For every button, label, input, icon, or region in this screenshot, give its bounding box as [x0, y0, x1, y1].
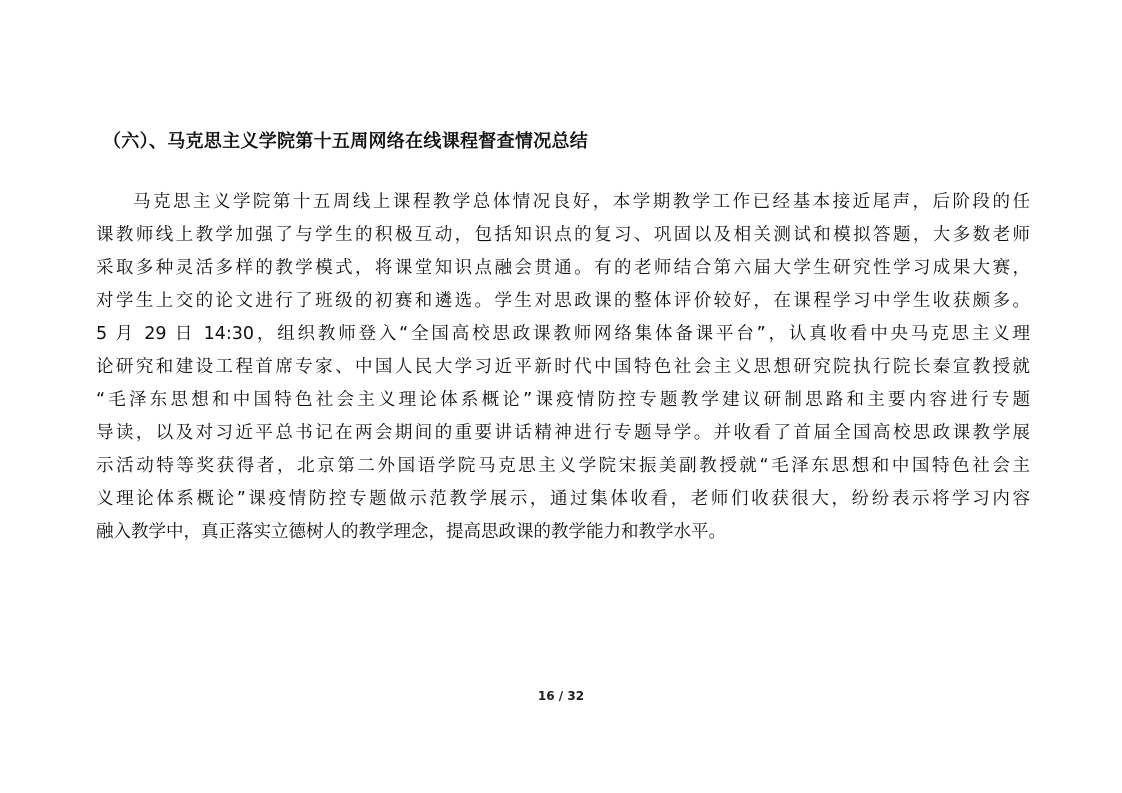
section-heading: （六）、马克思主义学院第十五周网络在线课程督查情况总结 — [103, 131, 589, 152]
paragraph-line: 示活动特等奖获得者，北京第二外国语学院马克思主义学院宋振美副教授就“毛泽东思想和中国特色社会主 — [96, 456, 1030, 476]
body-paragraph — [96, 186, 1030, 549]
paragraph-line: 马克思主义学院第十五周线上课程教学总体情况良好，本学期教学工作已经基本接近尾声，后阶段的任 — [133, 192, 1030, 212]
paragraph-line: 义理论体系概论”课疫情防控专题做示范教学展示，通过集体收看，老师们收获很大，纷纷表示将学习内容 — [96, 489, 1030, 509]
paragraph-line: 对学生上交的论文进行了班级的初赛和遴选。学生对思政课的整体评价较好，在课程学习中学生收获颇多。 — [96, 291, 1030, 311]
paragraph-line: 5 月 29 日 14:30，组织教师登入“全国高校思政课教师网络集体备课平台”，认真收看中央马克思主义理 — [96, 324, 1030, 344]
page-number: 16 / 32 — [537, 689, 585, 703]
paragraph-line: 采取多种灵活多样的教学模式，将课堂知识点融会贯通。有的老师结合第六届大学生研究性学习成果大赛， — [96, 258, 1030, 278]
paragraph-line: 导读，以及对习近平总书记在两会期间的重要讲话精神进行专题导学。并收看了首届全国高校思政课教学展 — [96, 423, 1030, 443]
paragraph-line: 论研究和建设工程首席专家、中国人民大学习近平新时代中国特色社会主义思想研究院执行院长秦宣教授就 — [96, 357, 1030, 377]
paragraph-line: 课教师线上教学加强了与学生的积极互动，包括知识点的复习、巩固以及相关测试和模拟答题，大多数老师 — [96, 225, 1030, 245]
paragraph-line: “毛泽东思想和中国特色社会主义理论体系概论”课疫情防控专题教学建议研制思路和主要内容进行专题 — [96, 390, 1030, 410]
paragraph-line: 融入教学中，真正落实立德树人的教学理念，提高思政课的教学能力和教学水平。 — [96, 522, 726, 542]
